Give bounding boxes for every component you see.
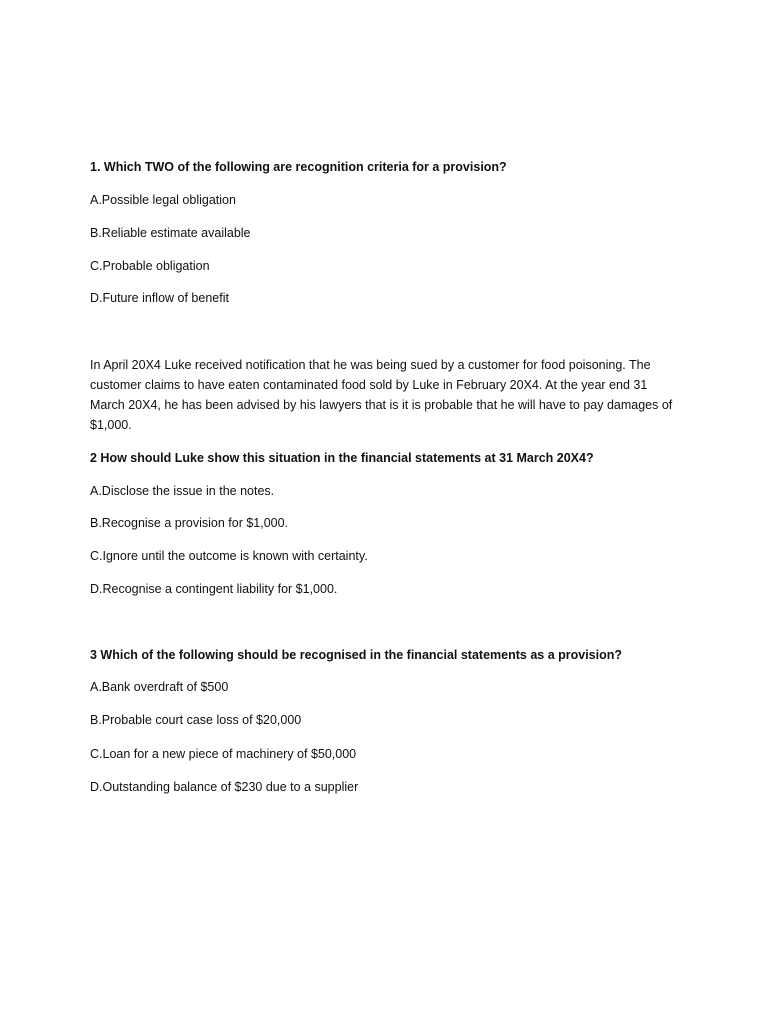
q2-option-d: D.Recognise a contingent liability for $1,000. (90, 582, 338, 596)
q3-option-b: B.Probable court case loss of $20,000 (90, 713, 302, 727)
q3-option-c: C.Loan for a new piece of machinery of $50,000 (90, 747, 357, 761)
q3-option-d: D.Outstanding balance of $230 due to a supplier (90, 780, 359, 794)
question-1: 1. Which TWO of the following are recognition criteria for a provision? (90, 160, 507, 174)
q1-option-c: C.Probable obligation (90, 259, 210, 273)
question-3: 3 Which of the following should be recognised in the financial statements as a provision? (90, 648, 623, 662)
q2-option-a: A.Disclose the issue in the notes. (90, 484, 275, 498)
scenario-paragraph: In April 20X4 Luke received notification that he was being sued by a customer for food poisoning. The customer claims to have eaten contaminated food sold by Luke in February 20X4. At the year end 31 March 20X4, he has been advised by his lawyers that is it is probable that he will have to pay damages of $1,000. (90, 358, 673, 432)
q1-option-a: A.Possible legal obligation (90, 193, 236, 207)
q2-option-b: B.Recognise a provision for $1,000. (90, 516, 289, 530)
q3-option-a: A.Bank overdraft of $500 (90, 680, 229, 694)
q1-option-d: D.Future inflow of benefit (90, 291, 229, 305)
q2-option-c: C.Ignore until the outcome is known with certainty. (90, 549, 368, 563)
q1-option-b: B.Reliable estimate available (90, 226, 251, 240)
question-2: 2 How should Luke show this situation in the financial statements at 31 March 20X4? (90, 451, 594, 465)
